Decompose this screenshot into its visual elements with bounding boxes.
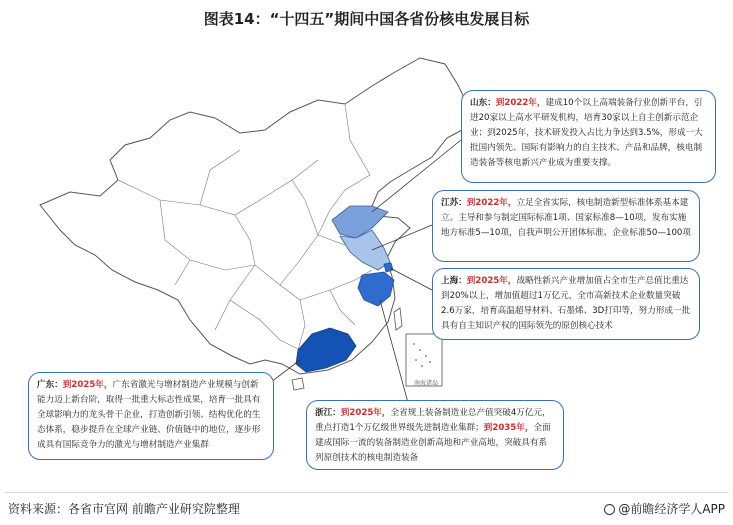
islands-label: 南海诸岛 (414, 380, 439, 387)
callout-text-2: 全面建成国际一流的装备制造业创新高地和产业高地，突破具有系列原创技术的核电制造装备 (315, 423, 551, 463)
callout-province: 江苏： (441, 198, 467, 208)
brand-credit (604, 500, 725, 517)
callout-year-2035: 到2035年， (483, 423, 534, 433)
callout-year: 到2025年， (340, 408, 391, 418)
callout-year: 到2022年， (495, 98, 546, 108)
brand-logo-icon (604, 504, 615, 515)
callout-province: 上海： (441, 276, 467, 286)
callout-zhejiang (306, 400, 564, 470)
china-outline (40, 58, 470, 374)
brand-text: @前瞻经济学人APP (618, 502, 725, 516)
callout-province: 浙江： (315, 408, 341, 418)
footer-divider (4, 492, 729, 493)
callout-text: 建成10个以上高端装备行业创新平台，引进20家以上高水平研发机构，培育30家以上自主创新示范企业；到2025年，技术研发投入占比力争达到3.5%，形成一大批国内领先、国际有影响力的自主技术、产品和品牌，核电制造装备等核电新兴产业成为重要支撑。 (470, 98, 703, 168)
callout-text: 广东省激光与增材制造产业规模与创新能力迈上新台阶，取得一批重大标志性成果，培育一批具有全球影响力的龙头骨干企业，打造创新引领、结构优化的生态体系，稳步提升在全球产业链、价值链中的地位，逐步形成具有国际竞争力的激光与增材制造产业集群 (37, 380, 261, 450)
callout-year: 到2022年， (466, 198, 517, 208)
callout-jiangsu (432, 190, 700, 262)
callout-text: 战略性新兴产业增加值占全市生产总值比重达到20%以上，增加值超过1万亿元，全市高新技术企业数量突破2.6万家，培育高温超导材料、石墨烯、3D打印等，努力形成一批具有自主知识产权的国际领先的原创核心技术 (441, 276, 691, 331)
callout-year: 到2025年， (466, 276, 517, 286)
callout-province: 山东： (470, 98, 496, 108)
taiwan-island (394, 308, 402, 330)
callout-shanghai (432, 268, 700, 340)
callout-guangdong (28, 372, 274, 460)
callout-province: 广东： (37, 380, 63, 390)
callout-shandong (461, 90, 716, 183)
callout-text: 立足全省实际，核电制造新型标准体系基本建立。主导和参与制定国际标准1项、国家标准8—10项，发布实施地方标准5—10项，自我声明公开团体标准、企业标准50—100项 (441, 198, 691, 238)
province-shanghai (384, 263, 393, 272)
chart-title: 图表14：“十四五”期间中国各省份核电发展目标 (203, 10, 530, 28)
source-note: 资料来源：各省市官网 前瞻产业研究院整理 (8, 502, 240, 516)
hainan-island (292, 378, 304, 390)
callout-text: 全省规上装备制造业总产值突破4万亿元，重点打造1个万亿级世界级先进制造业集群； (315, 408, 551, 433)
callout-year: 到2025年， (62, 380, 113, 390)
